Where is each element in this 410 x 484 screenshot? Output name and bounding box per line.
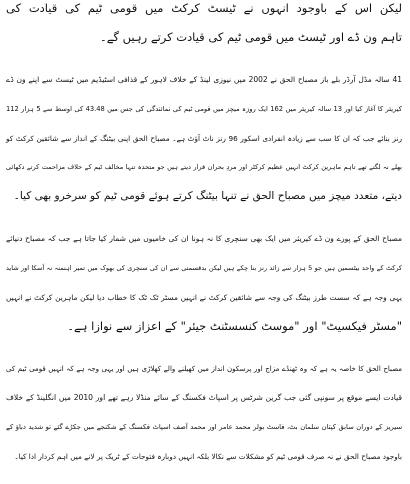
text-line: سیریز کے دوران سابق کپتان سلمان بٹ، فاسٹ بولر محمد عامر اور محمد آصف اسپاٹ فکسنگ کے شکنجے میں جکڑے گئے تو شدید دباؤ کے	[6, 422, 402, 431]
text-line: کرکٹ کے واحد بیٹسمین ہیں جو 5 ہزار سے زائد رنز بنا چکے ہیں لیکن بدقسمتی سے ان کی سنچری کی بھوک میں تمیر اہنمنہ نہ آسکا اور شاید	[6, 263, 403, 272]
paragraph-captaincy	[6, 354, 402, 471]
article-body	[6, 0, 402, 484]
text-line: باوجود مصباح الحق نے نہ صرف قومی ٹیم کو مشکلات سے نکالا بلکہ انہیں دوبارہ فتوحات کے ٹریک پر لانے میں اہم کردار ادا کیا۔	[14, 451, 402, 461]
text-line: رنز بنائے جب کہ ان کا سب سے زیادہ انفرادی اسکور 96 رنز ناٹ آؤٹ ہے۔ مصباح الحق اپنی بیٹنگ کے انداز سے شائقین کرکٹ کو	[6, 133, 402, 143]
paragraph-intro	[6, 0, 402, 52]
text-line: کیریئر کا آغاز کیا اور 13 سالہ کیریئر میں 162 ایک روزہ میچز میں قومی ٹیم کی نمائندگی کی جس میں 43.48 کی اوسط سے 5 ہزار 112	[6, 104, 402, 113]
text-line: بھلے نہ لگتے تھے تاہم ماہرین کرکٹ انہیں عظیم کرکٹر اور مردِ بحران قرار دیتے ہیں جو متحدہ تنہا مخالف ٹیم کے خلاف مزاحمت کرتے دکھائی	[6, 163, 402, 172]
text-line: تاہم ون ڈے اور ٹیسٹ میں قومی ٹیم کی قیادت کرتے رہیں گے۔	[100, 30, 402, 45]
text-line: قیادت ایسے موقع پر سونپی گئی جب گرین شرٹس پر اسپاٹ فکسنگ کے سائے منڈلا رہے تھے اور 2010 میں انگلینڈ کے خلاف	[6, 393, 402, 403]
text-line: دیتے، متعدد میچز میں مصباح الحق نے تنہا بیٹنگ کرتے ہوئے قومی ٹیم کو سرخرو بھی کیا۔	[13, 190, 402, 203]
text-line: یہی وجہ ہے کہ سست طرز بیٹنگ کی وجہ سے شائقین کرکٹ نے انہیں مسٹر ٹک ٹک کا خطاب دیا لیکن ماہرین کرکٹ نے انہیں	[6, 292, 402, 302]
text-line: "مسٹر فیکسیٹ" اور "موسٹ کنسسٹنٹ جیئر" کے اعزاز سے نوازا ہے۔	[67, 319, 402, 334]
text-line: مصباح الحق کے پورے ون ڈے کیریئر میں ایک بھی سنچری کا نہ ہونا ان کی خامیوں میں شمار کیا جاتا ہے جب کہ مصباح دنیائے	[6, 234, 402, 244]
text-line: لیکن اس کے باوجود انہوں نے ٹیسٹ کرکٹ میں قومی ٹیم کی قیادت کی	[6, 1, 402, 15]
text-line: 41 سالہ مڈل آرڈر بلے باز مصباح الحق نے 2002 میں نیوزی لینڈ کے خلاف لاہور کے قذافی اسٹیڈیم میں ٹیسٹ سے اپنے ون ڈے	[6, 75, 402, 85]
text-line: مصباح الحق کا خاصہ یہ ہے کہ وہ ٹھنڈے مزاج اور پرسکون انداز میں کھیلنے والے کھلاڑی ہیں اور یہی وجہ ہے کہ انہیں قومی ٹیم کی	[6, 364, 402, 374]
paragraph-career	[6, 65, 402, 211]
paragraph-century	[6, 224, 402, 341]
